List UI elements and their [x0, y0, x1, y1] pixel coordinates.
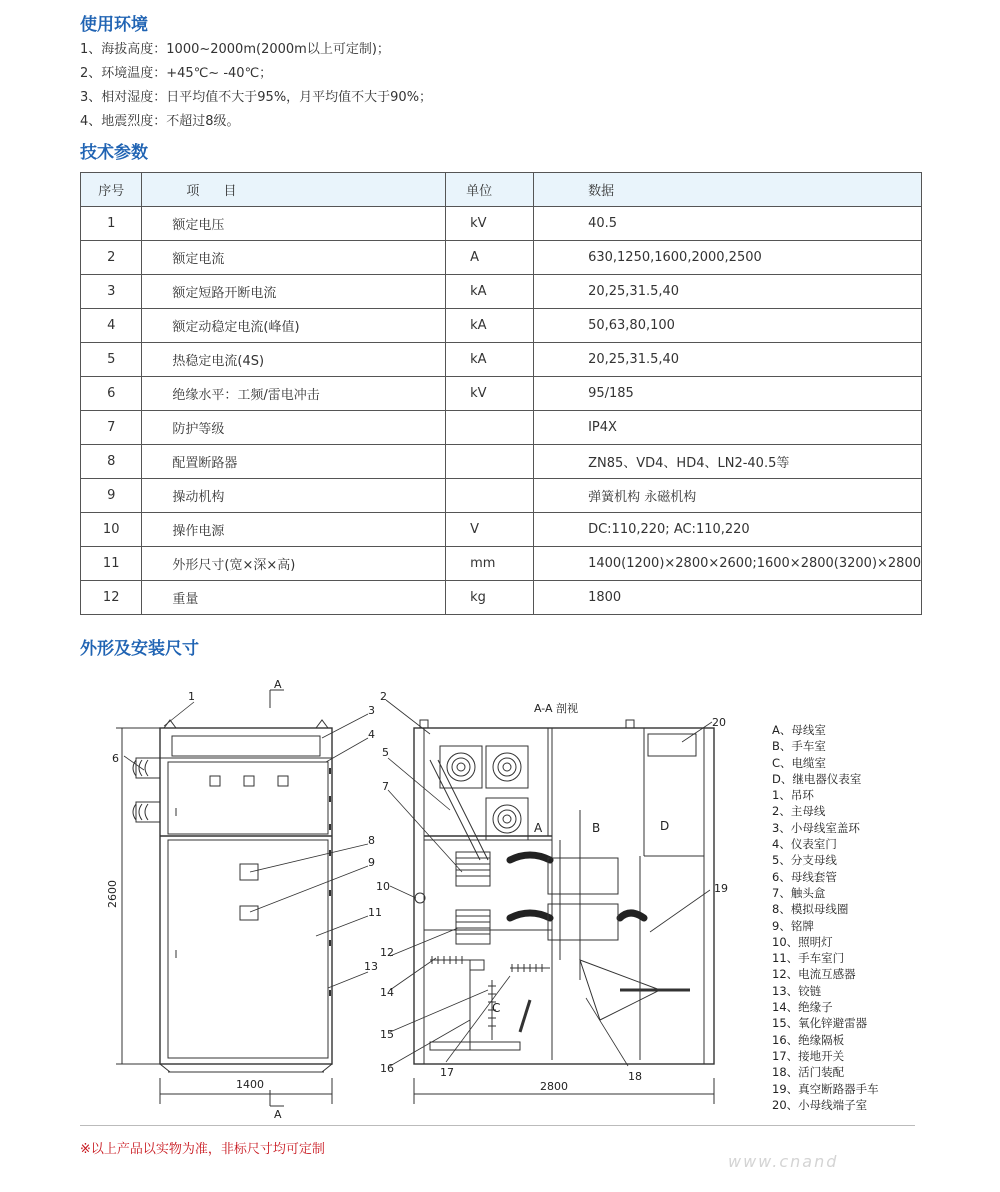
- cell-item: 配置断路器: [142, 445, 446, 479]
- callout-13: 13: [364, 960, 378, 973]
- legend-item: 14、绝缘子: [772, 1000, 833, 1015]
- cell-no: 5: [81, 343, 142, 377]
- legend-item: 11、手车室门: [772, 951, 845, 966]
- legend-item: 13、铰链: [772, 983, 822, 998]
- cell-no: 12: [81, 581, 142, 615]
- cell-item: 操动机构: [142, 479, 446, 513]
- depth-dimension: 2800: [540, 1080, 568, 1093]
- cell-item: 绝缘水平：工频/雷电冲击: [142, 377, 446, 411]
- drawing-legend: [772, 722, 879, 1113]
- cell-data: 630,1250,1600,2000,2500: [534, 241, 922, 275]
- cell-item: 额定电压: [142, 207, 446, 241]
- footer-note: ※以上产品以实物为准，非标尺寸均可定制: [80, 1142, 325, 1157]
- legend-item: 19、真空断路器手车: [772, 1081, 879, 1096]
- insulator-icon: [430, 956, 550, 1040]
- legend-item: D、继电器仪表室: [772, 771, 862, 786]
- section-mark-bottom: A: [274, 1108, 282, 1120]
- cell-unit: kg: [446, 581, 534, 615]
- callout-9: 9: [368, 856, 375, 869]
- callout-20: 20: [712, 716, 726, 729]
- cell-unit: [446, 479, 534, 513]
- height-dimension: 2600: [106, 880, 119, 908]
- table-row: [81, 547, 922, 581]
- cell-unit: A: [446, 241, 534, 275]
- environment-item: 2、环境温度：+45℃~ -40℃；: [80, 66, 273, 81]
- legend-item: 20、小母线端子室: [772, 1097, 868, 1112]
- cell-data: 95/185: [534, 377, 922, 411]
- legend-item: 5、分支母线: [772, 853, 837, 868]
- legend-item: C、电缆室: [772, 755, 827, 770]
- compartment-label-c: C: [492, 1001, 501, 1015]
- cell-item: 重量: [142, 581, 446, 615]
- legend-item: 12、电流互感器: [772, 967, 856, 982]
- environment-item: 1、海拔高度：1000~2000m(2000m以上可定制)；: [80, 42, 390, 57]
- legend-item: 7、触头盒: [772, 885, 826, 900]
- legend-item: 2、主母线: [772, 804, 826, 819]
- legend-item: 4、仪表室门: [772, 837, 837, 852]
- table-row: [81, 513, 922, 547]
- legend-item: B、手车室: [772, 739, 826, 754]
- header-no: 序号: [81, 173, 142, 207]
- table-row: [81, 275, 922, 309]
- cell-no: 9: [81, 479, 142, 513]
- cell-item: 外形尺寸(宽×深×高): [142, 547, 446, 581]
- table-row: [81, 377, 922, 411]
- tech-params-title: 技术参数: [80, 143, 148, 163]
- section-view-title: A-A 剖视: [534, 702, 579, 715]
- cell-data: ZN85、VD4、HD4、LN2-40.5等: [534, 445, 922, 479]
- table-row: [81, 581, 922, 615]
- table-row: [81, 411, 922, 445]
- bushing-icon: [133, 758, 160, 822]
- watermark: www.cnand: [728, 1152, 839, 1171]
- width-dimension: 1400: [236, 1078, 264, 1091]
- cell-no: 2: [81, 241, 142, 275]
- table-row: [81, 479, 922, 513]
- cell-no: 8: [81, 445, 142, 479]
- cell-data: IP4X: [534, 411, 922, 445]
- legend-item: 16、绝缘隔板: [772, 1032, 845, 1047]
- cell-unit: [446, 411, 534, 445]
- callout-19: 19: [714, 882, 728, 895]
- front-view: [116, 690, 332, 1106]
- legend-item: 9、铭牌: [772, 918, 814, 933]
- cell-no: 10: [81, 513, 142, 547]
- callout-4: 4: [368, 728, 375, 741]
- cell-no: 3: [81, 275, 142, 309]
- cell-unit: [446, 445, 534, 479]
- callout-1: 1: [188, 690, 195, 703]
- legend-item: 10、照明灯: [772, 934, 833, 949]
- cell-unit: kV: [446, 377, 534, 411]
- cell-item: 防护等级: [142, 411, 446, 445]
- cell-data: 20,25,31.5,40: [534, 275, 922, 309]
- compartment-label-a: A: [534, 821, 543, 835]
- cell-data: 1400(1200)×2800×2600;1600×2800(3200)×2800: [534, 547, 922, 581]
- legend-item: 8、模拟母线圈: [772, 902, 849, 917]
- dimensions-title: 外形及安装尺寸: [80, 639, 199, 659]
- legend-item: 1、吊环: [772, 788, 814, 803]
- environment-list: [80, 38, 432, 134]
- legend-item: 17、接地开关: [772, 1048, 845, 1063]
- cell-data: 弹簧机构 永磁机构: [534, 479, 922, 513]
- callout-12: 12: [380, 946, 394, 959]
- cell-item: 操作电源: [142, 513, 446, 547]
- busbar-bushing-icon: [440, 746, 528, 840]
- callout-5: 5: [382, 746, 389, 759]
- tech-params-table: [80, 172, 922, 615]
- environment-item: 4、地震烈度：不超过8级。: [80, 114, 240, 129]
- compartment-label-b: B: [592, 821, 601, 835]
- section-view: [414, 720, 714, 1104]
- callout-10: 10: [376, 880, 390, 893]
- cell-unit: mm: [446, 547, 534, 581]
- cell-unit: kA: [446, 343, 534, 377]
- table-header-row: [81, 173, 922, 207]
- callout-16: 16: [380, 1062, 394, 1075]
- section-mark-top: A: [274, 678, 282, 691]
- callout-14: 14: [380, 986, 394, 999]
- callout-7: 7: [382, 780, 389, 793]
- callout-2: 2: [380, 690, 387, 703]
- header-data: 数据: [534, 173, 922, 207]
- table-row: [81, 207, 922, 241]
- table-row: [81, 309, 922, 343]
- callout-15: 15: [380, 1028, 394, 1041]
- cell-unit: kV: [446, 207, 534, 241]
- cell-no: 11: [81, 547, 142, 581]
- header-item: 项 目: [142, 173, 446, 207]
- callout-18: 18: [628, 1070, 642, 1083]
- cell-no: 1: [81, 207, 142, 241]
- legend-item: 15、氧化锌避雷器: [772, 1016, 868, 1031]
- table-row: [81, 241, 922, 275]
- cell-data: DC:110,220; AC:110,220: [534, 513, 922, 547]
- cell-item: 额定电流: [142, 241, 446, 275]
- legend-item: A、母线室: [772, 723, 826, 737]
- cell-unit: kA: [446, 309, 534, 343]
- divider: [80, 1125, 915, 1126]
- environment-title: 使用环境: [80, 15, 148, 35]
- cell-unit: V: [446, 513, 534, 547]
- callout-8: 8: [368, 834, 375, 847]
- cell-data: 1800: [534, 581, 922, 615]
- callout-17: 17: [440, 1066, 454, 1079]
- legend-item: 3、小母线室盖环: [772, 820, 860, 835]
- legend-item: 6、母线套管: [772, 869, 837, 884]
- cell-data: 20,25,31.5,40: [534, 343, 922, 377]
- cell-no: 7: [81, 411, 142, 445]
- legend-item: 18、活门装配: [772, 1065, 845, 1080]
- cell-item: 额定短路开断电流: [142, 275, 446, 309]
- cell-item: 额定动稳定电流(峰值): [142, 309, 446, 343]
- table-row: [81, 343, 922, 377]
- environment-item: 3、相对湿度：日平均值不大于95%，月平均值不大于90%；: [80, 90, 433, 105]
- cell-data: 40.5: [534, 207, 922, 241]
- cell-unit: kA: [446, 275, 534, 309]
- header-unit: 单位: [446, 173, 534, 207]
- cell-no: 6: [81, 377, 142, 411]
- callout-3: 3: [368, 704, 375, 717]
- table-row: [81, 445, 922, 479]
- compartment-label-d: D: [660, 819, 670, 833]
- cell-data: 50,63,80,100: [534, 309, 922, 343]
- cell-item: 热稳定电流(4S): [142, 343, 446, 377]
- callout-6: 6: [112, 752, 119, 765]
- callout-11: 11: [368, 906, 382, 919]
- cell-no: 4: [81, 309, 142, 343]
